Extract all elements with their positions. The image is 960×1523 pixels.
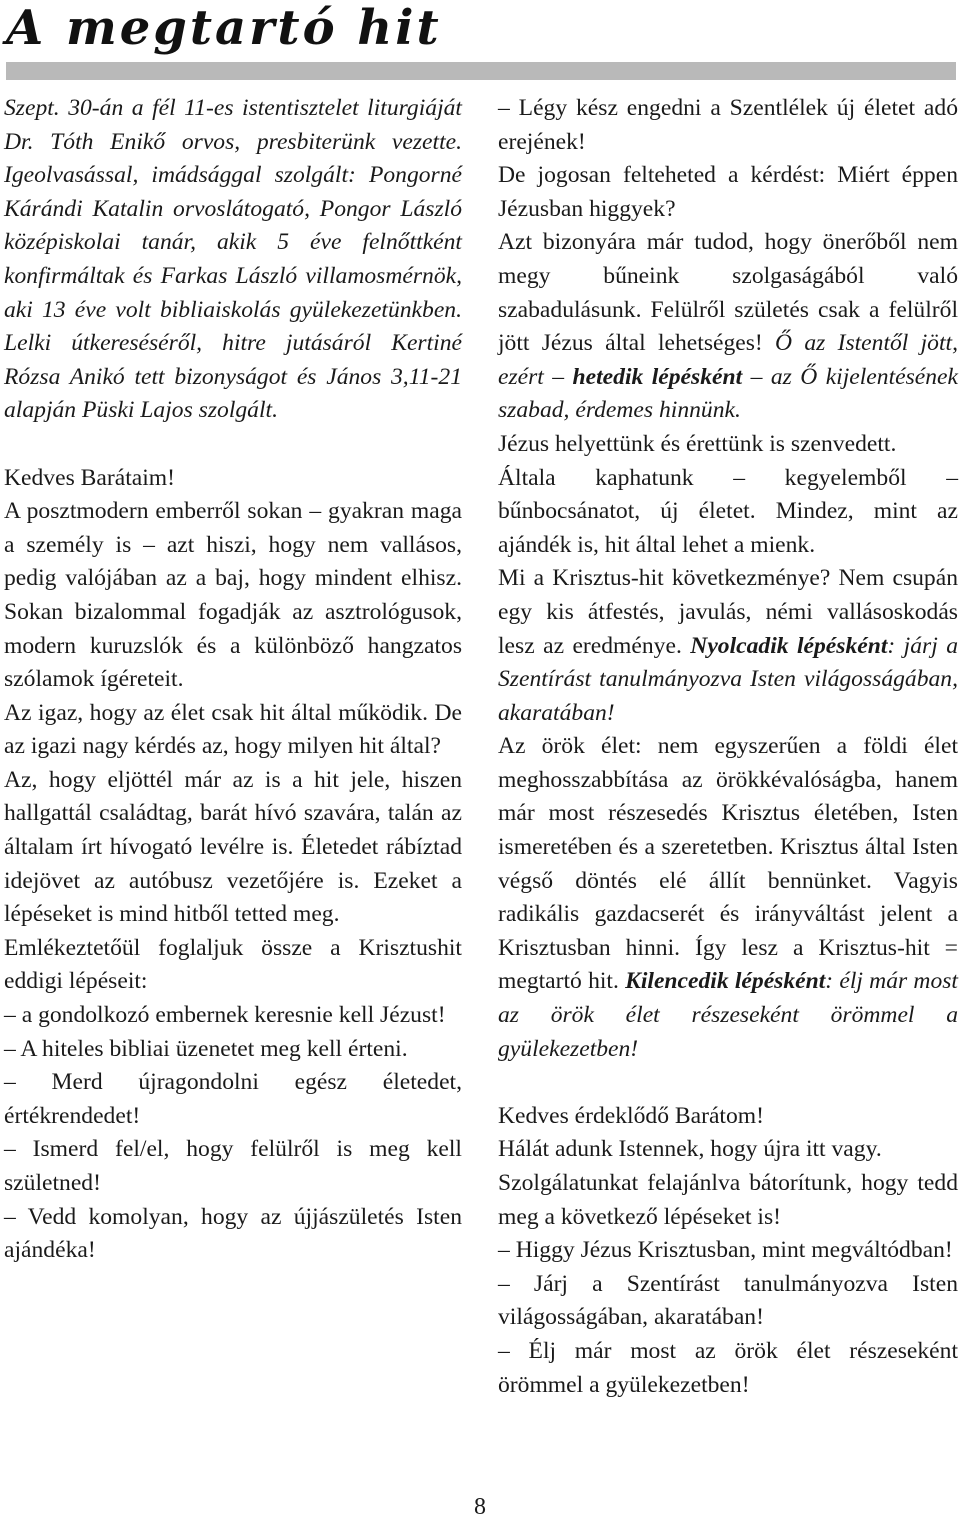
title-underline-bar	[6, 62, 956, 80]
paragraph	[498, 226, 958, 428]
paragraph: A posztmodern emberről sokan – gyakran maga a személy is – azt hiszi, hogy nem vallásos, pedig valójában az a baj, hogy mindent elhisz. Sokan bizalommal fogadják az asztrológusok, modern kuruzslók és a különböző hangzatos szólamok ígéreteit.	[4, 498, 462, 693]
text-run-italic: – az Ő kijelentésének szabad, érdemes hinnünk.	[498, 363, 958, 424]
paragraph: Az, hogy eljöttél már az is a hit jele, hiszen hallgattál családtag, barát hívó szavára, talán az általam írt hívogató levélre is. Életedet rábíztad idejövet az autóbusz vezetőjére is. Ezeket a lépéseket is mind hitből tetted meg.	[4, 766, 462, 928]
paragraph: Jézus helyettünk és érettünk is szenvedett.	[498, 430, 897, 457]
greeting-left: Kedves Barátaim!	[4, 464, 175, 491]
paragraph	[498, 562, 958, 730]
step-item: – Járj a Szentírást tanulmányozva Isten világosságában, akaratában!	[498, 1270, 958, 1331]
step-item: – Higgy Jézus Krisztusban, mint megváltódban!	[498, 1237, 953, 1264]
step-item: – Ismerd fel/el, hogy felülről is meg kell születned!	[4, 1136, 462, 1196]
spacer	[4, 428, 462, 462]
step-item: – Merd újragondolni egész életedet, értékrendedet!	[4, 1069, 462, 1129]
paragraph: De jogosan felteheted a kérdést: Miért éppen Jézusban higgyek?	[498, 162, 958, 222]
eighth-step-label: Nyolcadik lépésként	[690, 632, 888, 659]
ninth-step-label: Kilencedik lépésként	[625, 968, 826, 995]
spacer	[498, 1066, 958, 1100]
text-run: Mi a Krisztus-hit következménye? Nem csupán egy kis átfestés, javulás, némi vallásoskodás lesz az eredménye.	[498, 565, 958, 659]
step-item: – Élj már most az örök élet részeseként örömmel a gyülekezetben!	[498, 1337, 958, 1398]
seventh-step-label: hetedik lépésként	[572, 363, 743, 390]
step-item: – Vedd komolyan, hogy az újjászületés Isten ajándéka!	[4, 1203, 462, 1264]
greeting-right: Kedves érdeklődő Barátom!	[498, 1102, 764, 1129]
page-number: 8	[474, 1494, 486, 1520]
text-run: Az örök élet: nem egyszerűen a földi élet meghosszabbítása az örökkévalóságba, hanem már most részesedés Krisztus életében, Isten ismeretében és a szeretetben. Krisztus által Isten végső döntés elé állít bennünket. Vagyis radikális gazdacserét és irányváltást jelent a Krisztusban hinni. Így lesz a Krisztus-hit = megtartó hit.	[498, 733, 958, 995]
right-column	[498, 92, 958, 1402]
left-column	[4, 92, 462, 1268]
paragraph: Az igaz, hogy az élet csak hit által működik. De az igazi nagy kérdés az, hogy milyen hit által?	[4, 699, 462, 760]
paragraph: Hálát adunk Istennek, hogy újra itt vagy.	[498, 1136, 882, 1163]
article-title: A megtartó hit	[6, 0, 442, 56]
text-run-italic: : járj a Szentírást tanulmányozva Isten világosságában, akaratában!	[498, 632, 958, 726]
intro-paragraph: Szept. 30-án a fél 11-es istentisztelet liturgiáját Dr. Tóth Enikő orvos, presbiterünk vezette. Igeolvasással, imádsággal szolgált: Pongorné Kárándi Katalin orvoslátogató, Pongor László középiskolai tanár, akik 5 éve felnőttként konfirmáltak és Farkas László villamosmérnök, aki 13 éve volt bibliaiskolás gyülekezetünkben. Lelki útkereséséről, hitre jutásáról Kertiné Rózsa Anikó tett bizonyságot és János 3,11-21 alapján Püski Lajos szolgált.	[4, 95, 462, 424]
text-run: Azt bizonyára már tudod, hogy önerőből nem megy bűneink szolgaságából való szabadulásunk. Felülről születés csak a felülről jött Jézus által lehetséges!	[498, 229, 958, 357]
paragraph: Emlékeztetőül foglaljuk össze a Krisztushit eddigi lépéseit:	[4, 934, 462, 995]
text-run-italic: : élj már most az örök élet részeseként örömmel a gyülekezetben!	[498, 968, 958, 1062]
paragraph: – Légy kész engedni a Szentlélek új életet adó erejének!	[498, 95, 958, 155]
paragraph	[498, 730, 958, 1066]
text-run-italic: Ő az Istentől jött, ezért –	[498, 330, 958, 390]
step-item: – A hiteles bibliai üzenetet meg kell érteni.	[4, 1035, 408, 1062]
paragraph: Általa kaphatunk – kegyelemből – bűnbocsánatot, új életet. Mindez, mint az ajándék is, hit által lehet a mienk.	[498, 464, 958, 558]
step-item: – a gondolkozó embernek keresnie kell Jézust!	[4, 1002, 446, 1029]
paragraph: Szolgálatunkat felajánlva bátorítunk, hogy tedd meg a következő lépéseket is!	[498, 1170, 958, 1230]
